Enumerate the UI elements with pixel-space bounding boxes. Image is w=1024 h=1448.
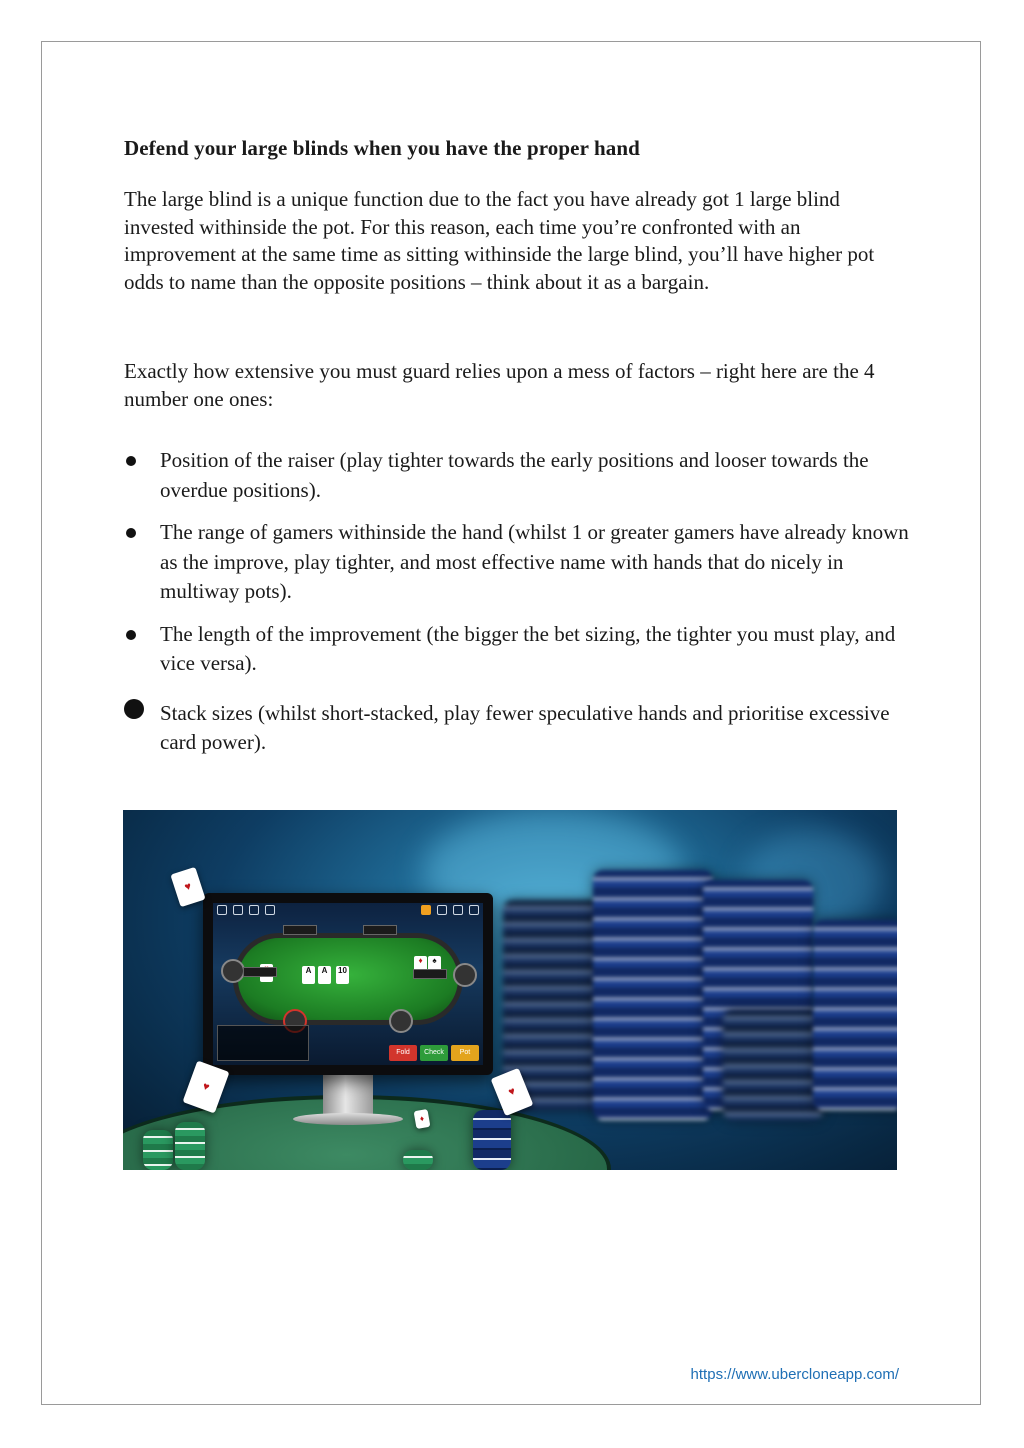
poker-game-screen	[213, 903, 483, 1065]
pot-button: Pot	[451, 1045, 479, 1061]
chip-stack	[143, 1130, 173, 1170]
player-card: ♦	[414, 956, 427, 974]
monitor	[203, 893, 493, 1075]
player-avatar	[221, 959, 245, 983]
monitor-base	[293, 1113, 403, 1125]
list-item-text: The range of gamers withinside the hand (whilst 1 or greater gamers have already known as the improve, play tighter, and most effective name with hands that do nicely in multiway pots).	[160, 520, 909, 603]
player-card: ♠	[428, 956, 441, 974]
chip-stack	[175, 1122, 205, 1170]
info-icon	[217, 905, 227, 915]
bullet-icon	[124, 699, 144, 719]
ace-of-diamonds-card: ♦	[414, 1109, 431, 1129]
section-heading: Defend your large blinds when you have the proper hand	[124, 136, 640, 160]
settings-icon	[233, 905, 243, 915]
chip-stack	[723, 1010, 823, 1120]
bullet-icon	[126, 528, 136, 538]
fold-button: Fold	[389, 1045, 417, 1061]
rupee-icon	[265, 905, 275, 915]
bullet-icon	[126, 456, 136, 466]
list-item	[124, 699, 914, 758]
paragraph-factors-intro: Exactly how extensive you must guard relies upon a mess of factors – right here are the 4 number one ones:	[124, 359, 875, 411]
community-card: A	[318, 966, 331, 984]
player-name-plate	[363, 925, 397, 935]
game-toolbar	[213, 903, 483, 917]
list-item	[124, 620, 914, 679]
list-item	[124, 518, 914, 607]
community-card: 10	[336, 966, 349, 984]
poker-illustration	[123, 810, 897, 1170]
ace-of-hearts-card: ♥	[170, 867, 205, 907]
ace-of-hearts-card: ♥	[491, 1068, 534, 1116]
fullscreen-icon	[469, 905, 479, 915]
list-item	[124, 446, 914, 505]
chip-stack	[813, 920, 897, 1110]
player-name-plate	[243, 967, 277, 977]
chat-panel	[217, 1025, 309, 1061]
player-name-plate	[413, 969, 447, 979]
poker-table	[233, 933, 463, 1025]
chip-stack	[473, 1110, 511, 1170]
gear-icon	[453, 905, 463, 915]
action-buttons	[389, 1045, 479, 1061]
chip-stack	[593, 870, 713, 1120]
check-button: Check	[420, 1045, 448, 1061]
lobby-icon	[249, 905, 259, 915]
player-name-plate	[283, 925, 317, 935]
chip-stack	[403, 1150, 433, 1170]
bullet-icon	[126, 630, 136, 640]
monitor-stand	[323, 1075, 373, 1117]
theme-icon	[437, 905, 447, 915]
factors-list	[124, 446, 914, 758]
paragraph-large-blind: The large blind is a unique function due to the fact you have already got 1 large blind invested withinside the pot. For this reason, each time you’re confronted with an improvement at the same time as sitting withinside the large blind, you’ll have higher pot odds to name than the opposite positions – think about it as a bargain.	[124, 187, 875, 294]
footer-website-link[interactable]: https://www.ubercloneapp.com/	[690, 1366, 899, 1383]
community-card: A	[302, 966, 315, 984]
list-item-text: Stack sizes (whilst short-stacked, play fewer speculative hands and prioritise excessive card power).	[160, 700, 890, 754]
player-avatar	[453, 963, 477, 987]
list-item-text: Position of the raiser (play tighter towards the early positions and looser towards the overdue positions).	[160, 448, 869, 502]
ace-of-hearts-card: ♥	[183, 1061, 230, 1114]
list-item-text: The length of the improvement (the bigger the bet sizing, the tighter you must play, and vice versa).	[160, 621, 896, 675]
sound-icon	[421, 905, 431, 915]
player-avatar	[389, 1009, 413, 1033]
